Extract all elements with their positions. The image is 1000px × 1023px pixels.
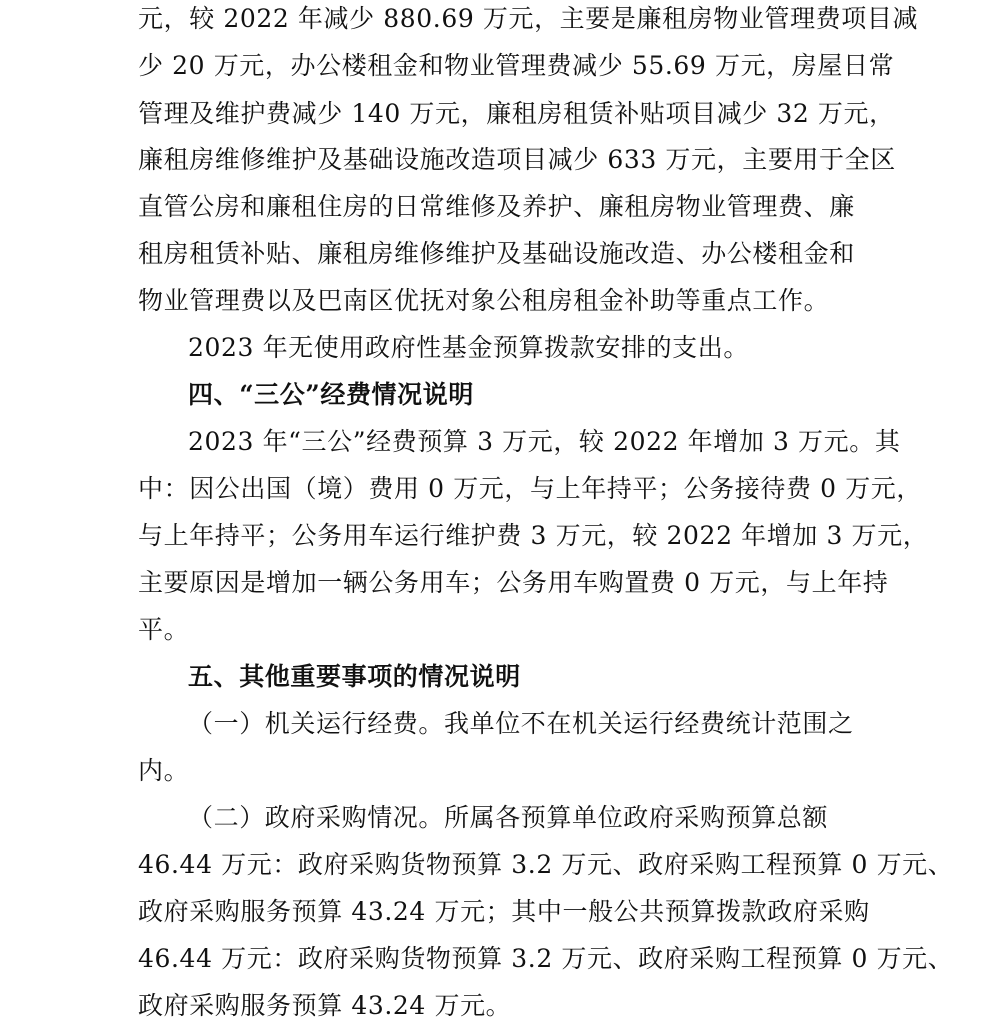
paragraph-line: 46.44 万元：政府采购货物预算 3.2 万元、政府采购工程预算 0 万元、: [138, 850, 954, 879]
paragraph-line: 与上年持平；公务用车运行维护费 3 万元，较 2022 年增加 3 万元，: [138, 521, 929, 550]
paragraph-line: 租房租赁补贴、廉租房维修维护及基础设施改造、办公楼租金和: [138, 239, 855, 268]
paragraph-line: （一）机关运行经费。我单位不在机关运行经费统计范围之: [188, 709, 854, 738]
paragraph-line: （二）政府采购情况。所属各预算单位政府采购预算总额: [188, 803, 829, 832]
paragraph-line: 直管公房和廉租住房的日常维修及养护、廉租房物业管理费、廉: [138, 192, 855, 221]
paragraph-line: 政府采购服务预算 43.24 万元。: [138, 991, 512, 1020]
paragraph-line: 46.44 万元：政府采购货物预算 3.2 万元、政府采购工程预算 0 万元、: [138, 944, 954, 973]
paragraph-line: 内。: [138, 756, 190, 785]
paragraph-line: 廉租房维修维护及基础设施改造项目减少 633 万元，主要用于全区: [138, 145, 896, 174]
paragraph-line: 2023 年“三公”经费预算 3 万元，较 2022 年增加 3 万元。其: [188, 427, 901, 456]
paragraph-line: 少 20 万元，办公楼租金和物业管理费减少 55.69 万元，房屋日常: [138, 51, 895, 80]
section-heading-five: 五、其他重要事项的情况说明: [188, 662, 521, 691]
paragraph-line: 2023 年无使用政府性基金预算拨款安排的支出。: [188, 333, 749, 362]
paragraph-line: 平。: [138, 615, 190, 644]
paragraph-line: 中：因公出国（境）费用 0 万元，与上年持平；公务接待费 0 万元，: [138, 474, 923, 503]
paragraph-line: 元，较 2022 年减少 880.69 万元，主要是廉租房物业管理费项目减: [138, 4, 919, 33]
paragraph-line: 物业管理费以及巴南区优抚对象公租房租金补助等重点工作。: [138, 286, 830, 315]
section-heading-four: 四、“三公”经费情况说明: [188, 380, 474, 409]
paragraph-line: 主要原因是增加一辆公务用车；公务用车购置费 0 万元，与上年持: [138, 568, 889, 597]
paragraph-line: 管理及维护费减少 140 万元，廉租房租赁补贴项目减少 32 万元，: [138, 99, 895, 128]
paragraph-line: 政府采购服务预算 43.24 万元；其中一般公共预算拨款政府采购: [138, 897, 870, 926]
